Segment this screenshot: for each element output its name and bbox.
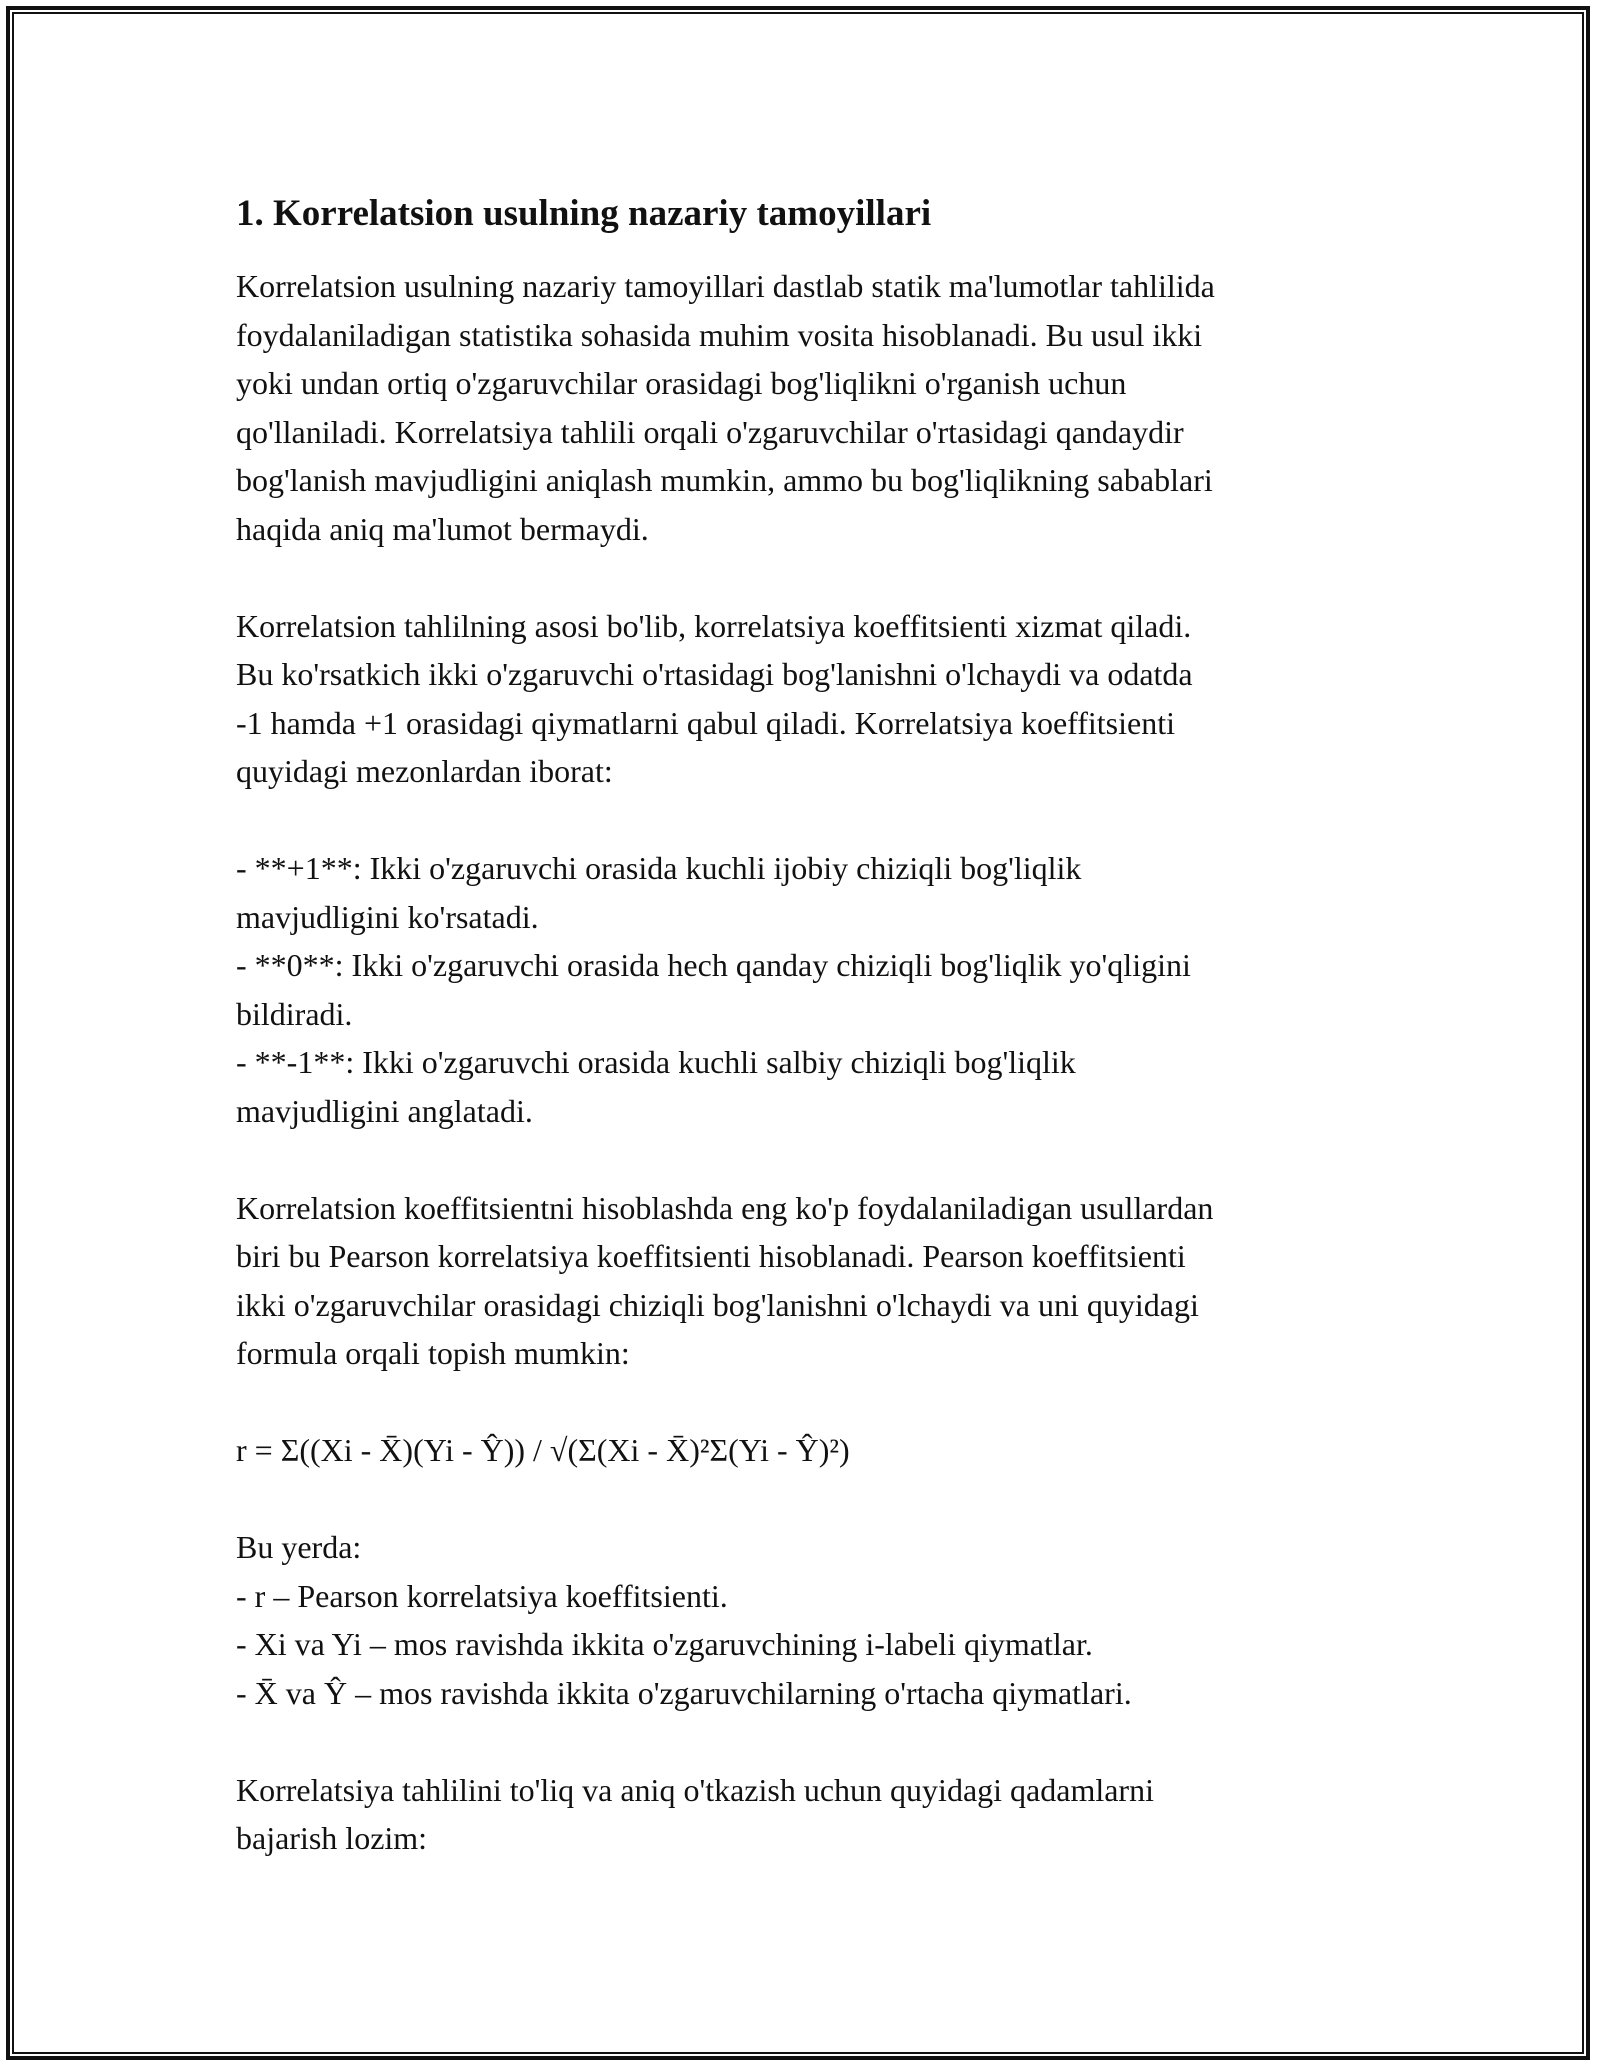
paragraph-gap [236,1378,1386,1427]
paragraph-gap [236,1475,1386,1524]
document-body [236,188,1386,1863]
paragraph-pearson: Korrelatsion koeffitsientni hisoblashda eng ko'p foydalaniladigan usullardan biri bu Pearson korrelatsiya koeffitsienti hisoblanadi. Pearson koeffitsienti ikki o'zgaruvchilar orasidagi chiziqli bog'lanishni o'lchaydi va uni quyidagi formula orqali topish mumkin: [236,1189,1214,1371]
paragraph-gap [236,553,1386,602]
pearson-formula: r = Σ((Xi - X̄)(Yi - Ŷ)) / √(Σ(Xi - X̄)²Σ(Yi - Ŷ)²) [236,1432,850,1468]
formula-legend: Bu yerda: - r – Pearson korrelatsiya koeffitsienti. - Xi va Yi – mos ravishda ikkita o'zgaruvchining i-labeli qiymatlar. - X̄ va Ŷ – mos ravishda ikkita o'zgaruvchilarning o'rtacha qiymatlari. [236,1529,1132,1711]
section-heading: 1. Korrelatsion usulning nazariy tamoyillari [236,193,932,234]
criteria-list: - **+1**: Ikki o'zgaruvchi orasida kuchli ijobiy chiziqli bog'liqlik mavjudligini ko'rsatadi. - **0**: Ikki o'zgaruvchi orasida hech qanday chiziqli bog'liqlik yo'qligini bildiradi. - **-1**: Ikki o'zgaruvchi orasida kuchli salbiy chiziqli bog'liqlik mavjudligini anglatadi. [236,850,1191,1129]
paragraph-steps: Korrelatsiya tahlilini to'liq va aniq o'tkazish uchun quyidagi qadamlarni bajarish lozim: [236,1771,1154,1856]
paragraph-gap [236,796,1386,845]
paragraph-intro: Korrelatsion usulning nazariy tamoyillari dastlab statik ma'lumotlar tahlilida foydalaniladigan statistika sohasida muhim vosita hisoblanadi. Bu usul ikki yoki undan ortiq o'zgaruvchilar orasidagi bog'liqlikni o'rganish uchun qo'llaniladi. Korrelatsiya tahlili orqali o'zgaruvchilar o'rtasidagi qandaydir bog'lanish mavjudligini aniqlash mumkin, ammo bu bog'liqlikning sabablari haqida aniq ma'lumot bermaydi. [236,268,1215,547]
paragraph-gap [236,1717,1386,1766]
paragraph-gap [236,1135,1386,1184]
paragraph-coefficient: Korrelatsion tahlilning asosi bo'lib, korrelatsiya koeffitsienti xizmat qiladi. Bu ko'rsatkich ikki o'zgaruvchi o'rtasidagi bog'lanishni o'lchaydi va odatda -1 hamda +1 orasidagi qiymatlarni qabul qiladi. Korrelatsiya koeffitsienti quyidagi mezonlardan iborat: [236,607,1193,789]
